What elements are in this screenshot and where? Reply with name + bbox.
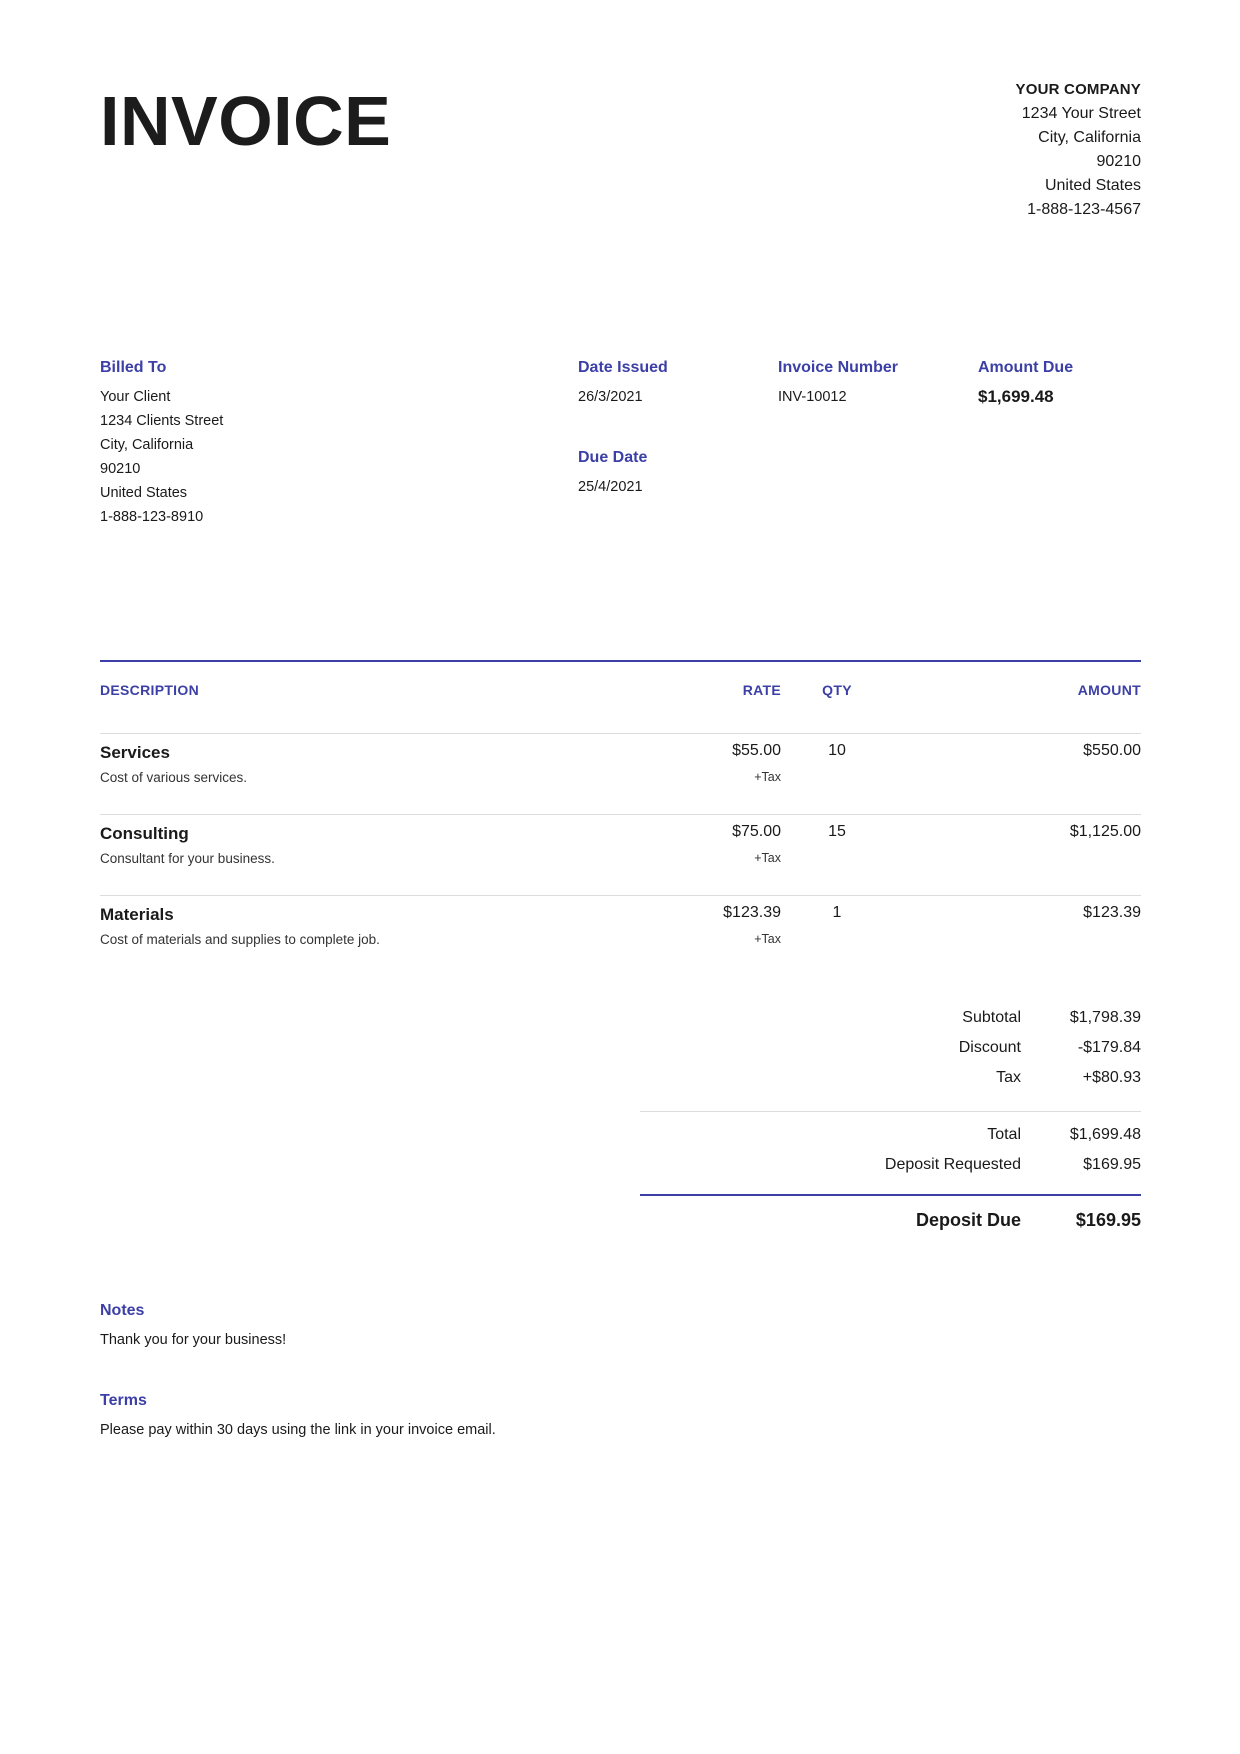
deposit-due-row — [640, 1204, 1141, 1244]
invoice-number-label: Invoice Number — [778, 359, 899, 376]
item-amount: $550.00 — [1083, 742, 1141, 759]
table-row — [100, 734, 1141, 815]
item-title: Consulting — [100, 824, 189, 843]
item-amount: $123.39 — [1083, 904, 1141, 921]
deposit-divider — [640, 1194, 1141, 1196]
item-title: Services — [100, 743, 170, 762]
client-street: 1234 Clients Street — [100, 413, 224, 429]
tax-row — [640, 1065, 1141, 1095]
notes-section — [100, 1300, 286, 1352]
terms-section — [100, 1390, 496, 1442]
total-value: $1,699.48 — [1069, 1126, 1141, 1143]
billed-to-label: Billed To — [100, 359, 167, 376]
item-amount: $1,125.00 — [1069, 823, 1141, 840]
invoice-number-block — [778, 357, 898, 409]
subtotal-value: $1,798.39 — [1069, 1009, 1141, 1026]
deposit-requested-label: Deposit Requested — [884, 1156, 1021, 1173]
subtotal-row — [640, 1005, 1141, 1035]
tax-value: +$80.93 — [1082, 1069, 1141, 1086]
company-phone: 1-888-123-4567 — [1027, 201, 1141, 218]
company-address — [1016, 78, 1141, 222]
discount-label: Discount — [958, 1039, 1021, 1056]
total-label: Total — [987, 1126, 1021, 1143]
client-name: Your Client — [100, 389, 171, 405]
item-qty: 10 — [828, 742, 846, 759]
column-amount: AMOUNT — [1077, 682, 1141, 698]
item-rate: $75.00 — [732, 823, 781, 840]
column-qty: QTY — [822, 682, 852, 698]
item-qty: 1 — [832, 904, 842, 921]
company-zip: 90210 — [1096, 153, 1141, 170]
date-issued-block — [578, 357, 668, 409]
item-description: Cost of various services. — [100, 770, 248, 785]
due-date-value: 25/4/2021 — [578, 479, 643, 495]
column-description: DESCRIPTION — [100, 682, 199, 698]
column-rate: RATE — [742, 682, 781, 698]
item-rate: $123.39 — [723, 904, 781, 921]
line-items-table — [100, 660, 1141, 976]
item-tax-note: +Tax — [754, 770, 781, 784]
invoice-page — [100, 0, 1141, 1754]
item-tax-note: +Tax — [754, 851, 781, 865]
item-description: Cost of materials and supplies to complete job. — [100, 932, 380, 947]
invoice-title: INVOICE — [100, 82, 392, 160]
tax-label: Tax — [996, 1069, 1021, 1086]
item-rate: $55.00 — [732, 742, 781, 759]
notes-label: Notes — [100, 1302, 145, 1319]
billed-to — [100, 357, 223, 529]
item-title: Materials — [100, 905, 174, 924]
subtotal-label: Subtotal — [962, 1009, 1021, 1026]
total-row — [640, 1122, 1141, 1152]
terms-text: Please pay within 30 days using the link in your invoice email. — [100, 1422, 496, 1438]
totals-divider — [640, 1111, 1141, 1112]
amount-due-block — [978, 357, 1073, 409]
item-description: Consultant for your business. — [100, 851, 275, 866]
item-tax-note: +Tax — [754, 932, 781, 946]
totals-summary — [640, 1005, 1141, 1244]
due-date-block — [578, 447, 647, 499]
notes-text: Thank you for your business! — [100, 1332, 287, 1348]
date-issued-label: Date Issued — [578, 359, 668, 376]
discount-row — [640, 1035, 1141, 1065]
table-header — [100, 662, 1141, 734]
due-date-label: Due Date — [578, 449, 648, 466]
terms-label: Terms — [100, 1392, 147, 1409]
deposit-requested-value: $169.95 — [1083, 1156, 1141, 1173]
table-row — [100, 896, 1141, 976]
company-city: City, California — [1038, 129, 1141, 146]
client-phone: 1-888-123-8910 — [100, 509, 204, 525]
discount-value: -$179.84 — [1077, 1039, 1141, 1056]
table-row — [100, 815, 1141, 896]
amount-due-label: Amount Due — [978, 359, 1074, 376]
deposit-due-value: $169.95 — [1075, 1210, 1141, 1230]
client-country: United States — [100, 485, 188, 501]
table-body — [100, 734, 1141, 976]
client-city: City, California — [100, 437, 194, 453]
invoice-number-value: INV-10012 — [778, 389, 847, 405]
deposit-requested-row — [640, 1152, 1141, 1182]
amount-due-value: $1,699.48 — [978, 387, 1054, 406]
company-country: United States — [1044, 177, 1141, 194]
deposit-due-label: Deposit Due — [915, 1210, 1021, 1230]
company-name: YOUR COMPANY — [1015, 81, 1141, 98]
company-street: 1234 Your Street — [1021, 105, 1141, 122]
item-qty: 15 — [828, 823, 846, 840]
client-zip: 90210 — [100, 461, 141, 477]
date-issued-value: 26/3/2021 — [578, 389, 643, 405]
